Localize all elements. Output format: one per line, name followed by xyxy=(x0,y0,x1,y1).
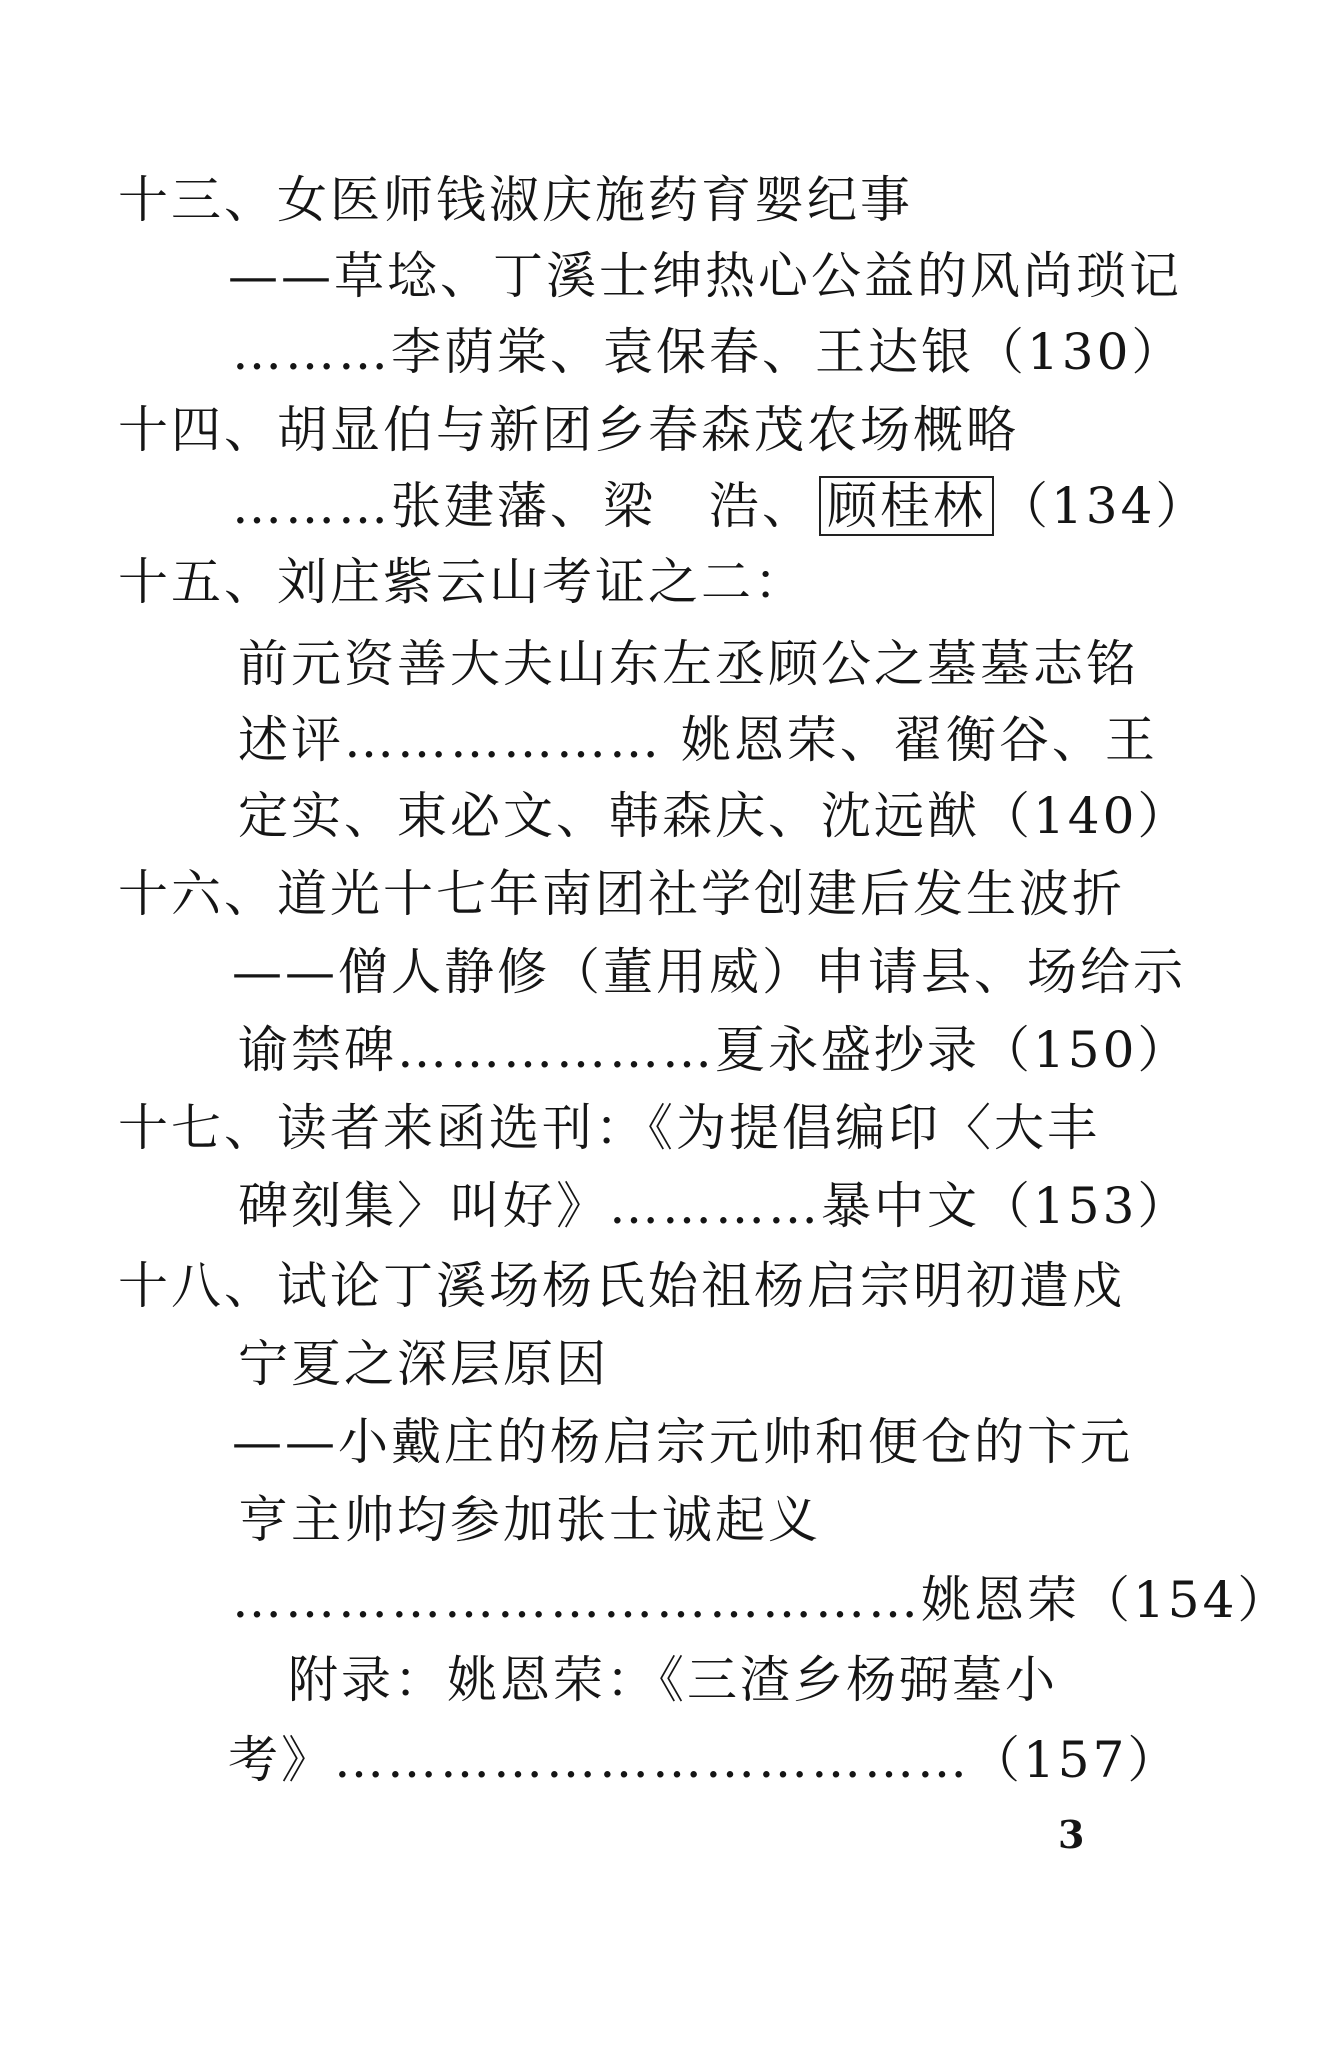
toc-entry-16-line-1: ——僧人静修（董用威）申请县、场给示 xyxy=(232,943,1186,1001)
toc-entry-15-line-2: 述评……………… 姚恩荣、翟衡谷、王 xyxy=(238,711,1158,769)
toc-entry-15-title: 十五、刘庄紫云山考证之二： xyxy=(118,553,807,611)
toc-entry-14-page: （134） xyxy=(998,477,1209,535)
toc-entry-14-authors xyxy=(232,472,1208,540)
toc-entry-16-title: 十六、道光十七年南团社学创建后发生波折 xyxy=(118,865,1125,923)
highlighted-author-box: 顾桂林 xyxy=(819,476,994,536)
toc-entry-18-line-3: 亨主帅均参加张士诚起义 xyxy=(238,1491,821,1549)
toc-entry-18-line-4: …………………………………姚恩荣（154） xyxy=(232,1571,1291,1629)
toc-entry-18-line-1: 宁夏之深层原因 xyxy=(238,1335,609,1393)
page-number: 3 xyxy=(1058,1812,1085,1857)
appendix-line-1: 附录：姚恩荣：《三渣乡杨弼墓小 xyxy=(288,1651,1058,1709)
toc-entry-17-line-1: 碑刻集〉叫好》…………暴中文（153） xyxy=(238,1177,1191,1235)
appendix-line-2: 考》………………………………（157） xyxy=(228,1731,1181,1789)
toc-entry-15-line-1: 前元资善大夫山东左丞顾公之墓墓志铭 xyxy=(238,635,1139,693)
toc-entry-18-title: 十八、试论丁溪场杨氏始祖杨启宗明初遣戍 xyxy=(118,1257,1125,1315)
toc-entry-14-authors-pre: ………张建藩、梁 浩、 xyxy=(232,477,815,535)
toc-entry-13-title: 十三、女医师钱淑庆施药育婴纪事 xyxy=(118,171,913,229)
toc-entry-17-title: 十七、读者来函选刊：《为提倡编印〈大丰 xyxy=(118,1099,1100,1157)
toc-entry-16-line-2: 谕禁碑………………夏永盛抄录（150） xyxy=(238,1021,1191,1079)
toc-entry-18-line-2: ——小戴庄的杨启宗元帅和便仓的卞元 xyxy=(232,1413,1133,1471)
toc-entry-14-title: 十四、胡显伯与新团乡春森茂农场概略 xyxy=(118,401,1019,459)
toc-entry-15-line-3: 定实、束必文、韩森庆、沈远猷（140） xyxy=(238,787,1191,845)
toc-entry-13-subtitle: ——草埝、丁溪士绅热心公益的风尚琐记 xyxy=(228,247,1182,305)
toc-entry-13-authors: ………李荫棠、袁保春、王达银（130） xyxy=(232,323,1185,381)
